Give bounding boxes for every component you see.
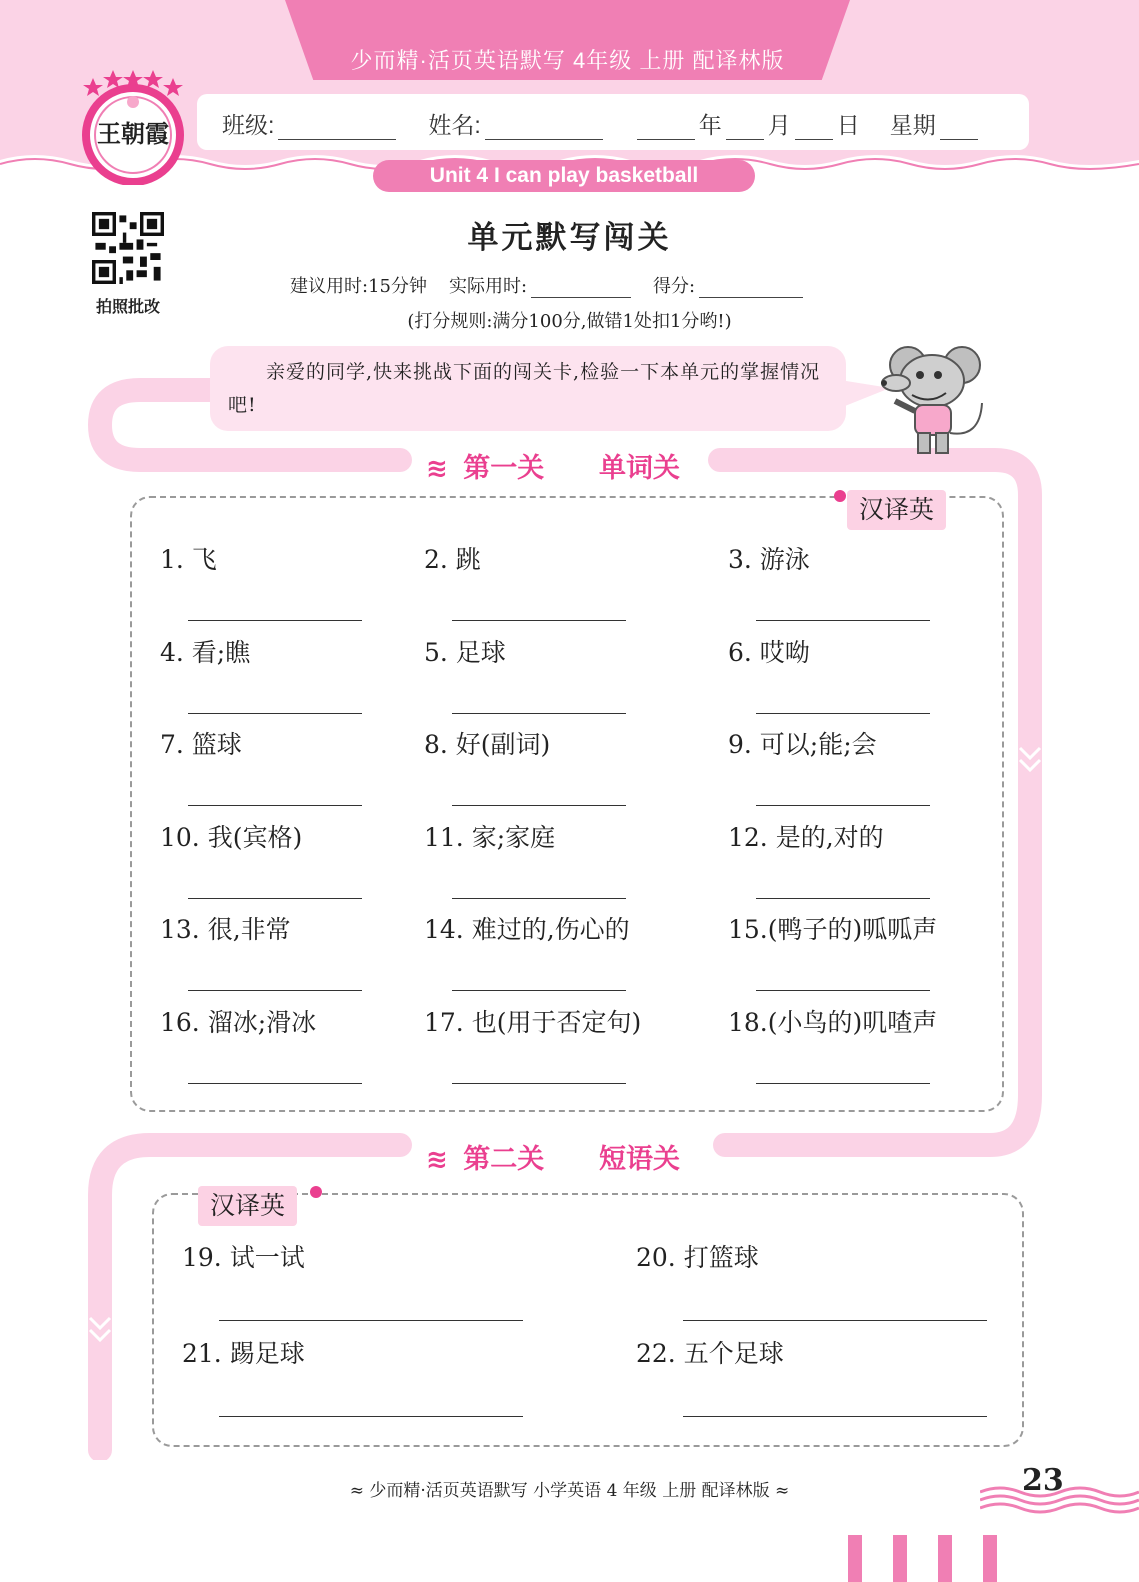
answer-line[interactable]	[219, 1416, 523, 1417]
word-item: 5. 足球	[424, 637, 506, 667]
answer-line[interactable]	[188, 898, 362, 899]
answer-line[interactable]	[452, 713, 626, 714]
name-field[interactable]	[485, 115, 603, 140]
section1-banner	[412, 446, 694, 482]
answer-line[interactable]	[452, 620, 626, 621]
answer-line[interactable]	[756, 990, 930, 991]
phrase-item: 22. 五个足球	[636, 1339, 784, 1368]
answer-line[interactable]	[756, 620, 930, 621]
footer-bar	[938, 1535, 952, 1582]
bubble-text: 亲爱的同学,快来挑战下面的闯关卡,检验一下本单元的掌握情况吧!	[228, 361, 821, 416]
student-info-row	[222, 104, 982, 140]
brand-logo	[78, 70, 188, 185]
series-title: 少而精·活页英语默写 4年级 上册 配译林版	[350, 48, 785, 73]
month-field[interactable]	[726, 115, 764, 140]
month-label: 月	[767, 112, 791, 138]
word-item: 12. 是的,对的	[728, 822, 884, 852]
section2-level: 第二关	[463, 1144, 545, 1175]
wave-icon: ≋	[426, 1145, 448, 1175]
logo-text: 王朝霞	[97, 119, 169, 148]
section2-banner	[412, 1137, 694, 1173]
answer-line[interactable]	[188, 990, 362, 991]
actual-time-field[interactable]	[531, 279, 631, 298]
footer-bar	[893, 1535, 907, 1582]
answer-line[interactable]	[756, 805, 930, 806]
word-item: 13. 很,非常	[160, 915, 291, 944]
word-item: 3. 游泳	[728, 545, 810, 574]
answer-line[interactable]	[452, 990, 626, 991]
answer-line[interactable]	[683, 1320, 987, 1321]
phrase-item: 20. 打篮球	[636, 1243, 759, 1272]
section1-level: 第一关	[463, 453, 545, 484]
qr-label: 拍照批改	[95, 299, 160, 316]
word-item: 9. 可以;能;会	[728, 730, 877, 759]
year-label: 年	[698, 112, 722, 138]
actual-time-label: 实际用时:	[448, 276, 528, 297]
class-field[interactable]	[278, 115, 396, 140]
footer-bar	[848, 1535, 862, 1582]
answer-line[interactable]	[756, 713, 930, 714]
answer-line[interactable]	[756, 1083, 930, 1084]
score-label: 得分:	[653, 276, 696, 297]
footer-waves	[980, 1484, 1139, 1514]
weekday-label: 星期	[889, 112, 936, 138]
word-item: 2. 跳	[424, 545, 481, 574]
word-item: 17. 也(用于否定句)	[424, 1007, 642, 1037]
word-item: 14. 难过的,伤心的	[424, 915, 630, 944]
section2-tag: 汉译英	[198, 1186, 297, 1226]
weekday-field[interactable]	[940, 115, 978, 140]
class-label: 班级:	[222, 112, 275, 138]
answer-line[interactable]	[452, 898, 626, 899]
word-item: 18.(小鸟的)叽喳声	[728, 1007, 938, 1037]
scoring-rule: (打分规则:满分100分,做错1处扣1分哟!)	[407, 311, 732, 332]
section2-name: 短语关	[599, 1144, 681, 1175]
phrase-item: 19. 试一试	[182, 1243, 305, 1272]
page-number: 23	[1022, 1463, 1064, 1498]
phrase-item: 21. 踢足球	[182, 1339, 305, 1368]
footer-text: ≈ 少而精·活页英语默写 小学英语 4 年级 上册 配译林版 ≈	[349, 1481, 790, 1501]
name-label: 姓名:	[428, 112, 481, 138]
score-field[interactable]	[699, 279, 803, 298]
word-item: 6. 哎呦	[728, 637, 810, 667]
answer-line[interactable]	[188, 1083, 362, 1084]
answer-line[interactable]	[683, 1416, 987, 1417]
answer-line[interactable]	[452, 805, 626, 806]
section1-name: 单词关	[599, 453, 681, 484]
word-item: 8. 好(副词)	[424, 730, 551, 759]
day-label: 日	[836, 112, 860, 138]
mouse-mascot-icon	[870, 343, 995, 458]
word-item: 16. 溜冰;滑冰	[160, 1007, 317, 1037]
time-row	[290, 272, 807, 298]
word-item: 10. 我(宾格)	[160, 822, 303, 852]
footer-bar	[983, 1535, 997, 1582]
answer-line[interactable]	[188, 620, 362, 621]
word-item: 7. 篮球	[160, 730, 242, 759]
answer-line[interactable]	[188, 805, 362, 806]
answer-line[interactable]	[219, 1320, 523, 1321]
wave-icon: ≋	[426, 454, 448, 484]
year-field[interactable]	[637, 115, 695, 140]
page-title: 单元默写闯关	[467, 220, 672, 256]
word-item: 11. 家;家庭	[424, 822, 556, 852]
tag-dot-icon	[834, 490, 846, 502]
word-item: 1. 飞	[160, 545, 217, 574]
suggested-time: 建议用时:15分钟	[290, 276, 427, 297]
word-item: 15.(鸭子的)呱呱声	[728, 915, 938, 944]
section1-tag: 汉译英	[847, 490, 946, 530]
tag-dot-icon	[310, 1186, 322, 1198]
word-item: 4. 看;瞧	[160, 637, 251, 667]
answer-line[interactable]	[452, 1083, 626, 1084]
unit-title: Unit 4 I can play basketball	[373, 160, 755, 192]
answer-line[interactable]	[756, 898, 930, 899]
day-field[interactable]	[795, 115, 833, 140]
answer-line[interactable]	[188, 713, 362, 714]
